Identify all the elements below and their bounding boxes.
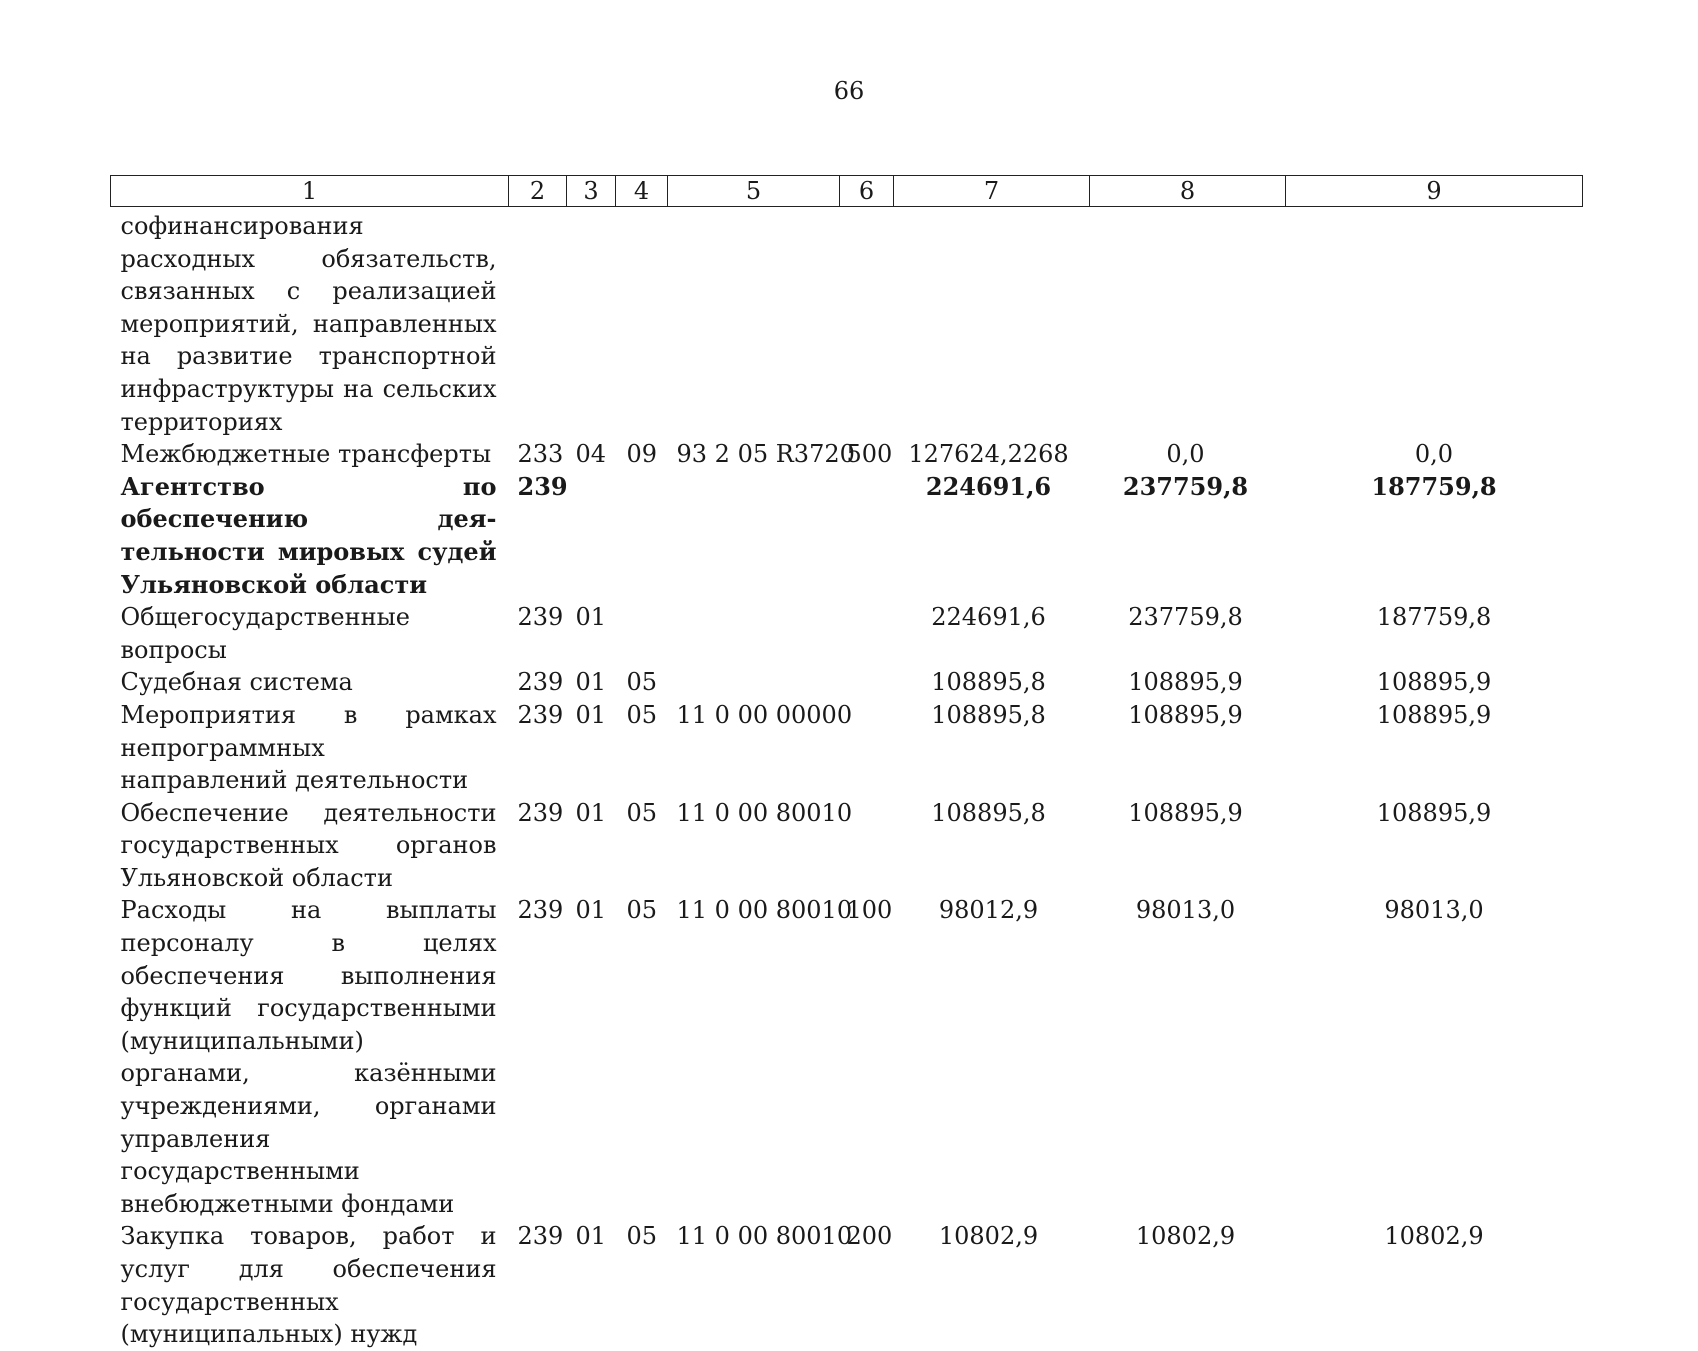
row-target-article: 11 0 00 80010 [676, 1222, 853, 1251]
row-amount-year2: 108895,9 [1128, 668, 1243, 697]
column-header-3: 3 [567, 176, 616, 207]
row-target-article [668, 601, 840, 666]
row-subsection: 05 [626, 668, 658, 697]
row-subsection [616, 601, 668, 666]
row-subsection: 09 [626, 440, 658, 469]
row-section [567, 471, 616, 601]
column-header-4: 4 [616, 176, 668, 207]
row-subsection: 05 [626, 798, 658, 827]
row-amount-year1: 224691,6 [925, 471, 1052, 501]
row-name: Обеспечение деятельности государственных органов Ульяновской области [120, 798, 497, 892]
row-amount-year3: 108895,9 [1376, 668, 1492, 697]
row-amount-year1: 108895,8 [931, 798, 1046, 827]
table-row [111, 471, 1583, 601]
row-amount-year2: 10802,9 [1135, 1222, 1236, 1251]
row-amount-year2: 98013,0 [1135, 896, 1236, 925]
column-header-8: 8 [1090, 176, 1286, 207]
row-subsection: 05 [626, 896, 658, 925]
column-header-7: 7 [894, 176, 1090, 207]
column-header-2: 2 [509, 176, 567, 207]
budget-table [110, 175, 1583, 1351]
row-name: Судебная система [120, 668, 353, 697]
row-amount-year3: 108895,9 [1376, 700, 1492, 729]
row-expense-type: 500 [846, 440, 893, 469]
table-row [111, 699, 1583, 797]
row-amount-year3: 10802,9 [1384, 1222, 1484, 1251]
row-amount-year2: 237759,8 [1128, 603, 1243, 632]
row-grbs: 239 [517, 1222, 564, 1251]
row-target-article: 11 0 00 80010 [676, 896, 853, 925]
column-header-1: 1 [111, 176, 509, 207]
row-amount-year1: 98012,9 [938, 896, 1039, 925]
row-expense-type [840, 207, 894, 439]
table-row [111, 797, 1583, 895]
row-section [567, 207, 616, 439]
row-grbs: 239 [517, 471, 568, 501]
row-grbs: 239 [517, 896, 564, 925]
table-row [111, 1220, 1583, 1350]
row-section: 01 [575, 1222, 607, 1251]
row-amount-year2: 237759,8 [1122, 471, 1249, 501]
column-header-9: 9 [1286, 176, 1583, 207]
row-amount-year3 [1286, 207, 1583, 439]
row-amount-year2 [1090, 207, 1286, 439]
row-section: 04 [575, 440, 607, 469]
row-grbs: 239 [517, 798, 564, 827]
row-amount-year1: 224691,6 [931, 603, 1046, 632]
row-expense-type [840, 601, 894, 666]
row-name: Агентство по обеспечению деятельности мировых судей Ульяновской области [120, 471, 497, 599]
row-grbs: 239 [517, 603, 564, 632]
row-amount-year1: 127624,2268 [908, 440, 1069, 469]
row-target-article [668, 471, 840, 601]
row-expense-type: 200 [846, 1222, 893, 1251]
row-name: Общегосударственные вопросы [120, 603, 410, 664]
row-subsection [616, 471, 668, 601]
row-expense-type [840, 471, 894, 601]
row-amount-year3: 108895,9 [1376, 798, 1492, 827]
row-target-article: 11 0 00 00000 [676, 700, 853, 729]
row-amount-year2: 108895,9 [1128, 798, 1243, 827]
row-target-article [668, 666, 840, 699]
column-header-5: 5 [668, 176, 840, 207]
row-section: 01 [575, 798, 607, 827]
row-amount-year3: 0,0 [1414, 440, 1454, 469]
table-row [111, 601, 1583, 666]
row-subsection: 05 [626, 700, 658, 729]
page-number: 66 [833, 77, 865, 105]
row-amount-year1: 10802,9 [938, 1222, 1039, 1251]
row-amount-year1: 108895,8 [931, 668, 1046, 697]
row-name: Мероприятия в рамках непрограммных направлений деятельности [120, 700, 497, 795]
row-expense-type [840, 666, 894, 699]
row-name: Закупка товаров, работ и услуг для обеспечения государственных (муниципальных) нужд [120, 1222, 497, 1349]
column-header-6: 6 [840, 176, 894, 207]
table-row [111, 438, 1583, 471]
row-subsection [616, 207, 668, 439]
row-grbs [509, 207, 567, 439]
row-amount-year3: 187759,8 [1376, 603, 1492, 632]
row-name: софинансирования расходных обязательств, связанных с реализацией мероприятий, направленных на развитие транспортной инфраструктуры на сельских территориях [120, 212, 497, 436]
row-grbs: 239 [517, 700, 564, 729]
table-header [111, 176, 1583, 207]
table-row [111, 894, 1583, 1220]
row-amount-year3: 98013,0 [1384, 896, 1484, 925]
row-name: Расходы на выплаты персоналу в целях обеспечения выполнения функций государственными (муниципальными) органами, казёнными учреждениями, органами управления государственными внебюджетными фондами [120, 896, 497, 1218]
table-row [111, 207, 1583, 439]
table-row [111, 666, 1583, 699]
row-expense-type: 100 [846, 896, 893, 925]
table-body [111, 207, 1583, 1351]
row-target-article: 93 2 05 R3720 [676, 440, 855, 469]
row-section: 01 [575, 700, 607, 729]
row-grbs: 239 [517, 668, 564, 697]
row-section: 01 [575, 896, 607, 925]
row-section: 01 [575, 668, 607, 697]
row-amount-year2: 0,0 [1166, 440, 1205, 469]
row-amount-year3: 187759,8 [1371, 471, 1497, 501]
row-target-article: 11 0 00 80010 [676, 798, 853, 827]
row-amount-year1 [894, 207, 1090, 439]
row-amount-year1: 108895,8 [931, 700, 1046, 729]
row-section: 01 [575, 603, 607, 632]
header-row [111, 176, 1583, 207]
row-subsection: 05 [626, 1222, 658, 1251]
row-grbs: 233 [517, 440, 564, 469]
row-target-article [668, 207, 840, 439]
row-amount-year2: 108895,9 [1128, 700, 1243, 729]
row-name: Межбюджетные трансферты [120, 440, 492, 469]
